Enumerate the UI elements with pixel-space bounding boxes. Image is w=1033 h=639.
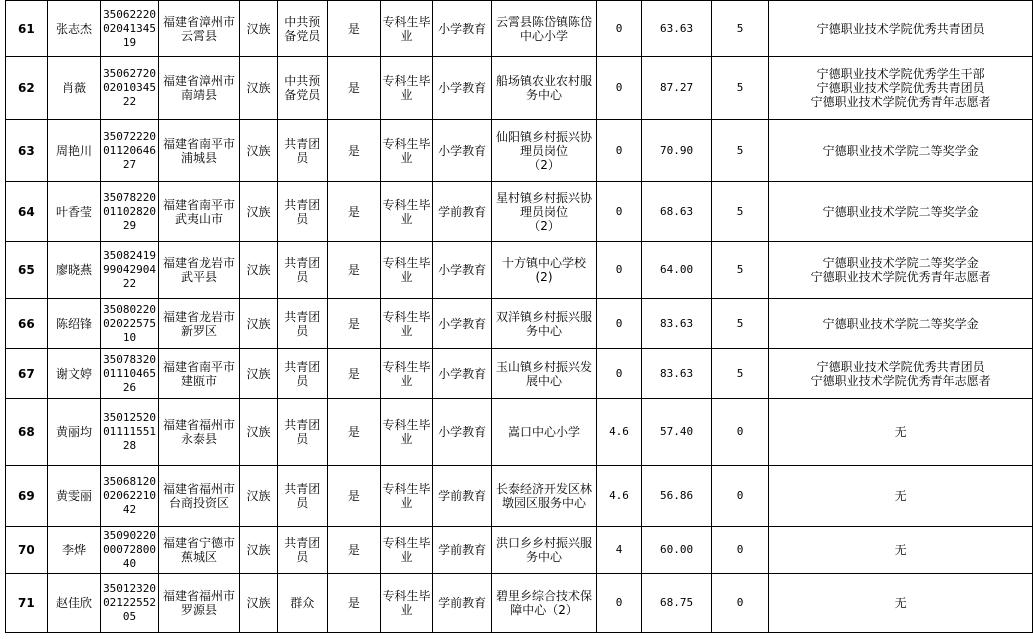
graduate-cell: 是 bbox=[327, 527, 381, 574]
id-number-cell: 350802200202257510 bbox=[101, 299, 159, 349]
politics-cell: 共青团员 bbox=[277, 399, 327, 466]
honor-score-cell: 5 bbox=[711, 299, 769, 349]
position-cell: 碧里乡综合技术保障中心（2） bbox=[492, 574, 596, 633]
graduate-cell: 是 bbox=[327, 399, 381, 466]
politics-cell: 共青团员 bbox=[277, 182, 327, 242]
politics-cell: 共青团员 bbox=[277, 120, 327, 182]
row-number: 70 bbox=[6, 527, 48, 574]
honor-score-cell: 5 bbox=[711, 1, 769, 57]
score-cell: 57.40 bbox=[642, 399, 711, 466]
honor-score-cell: 0 bbox=[711, 527, 769, 574]
score-cell: 56.86 bbox=[642, 466, 711, 527]
honors-cell: 宁德职业技术学院二等奖学金 宁德职业技术学院优秀青年志愿者 bbox=[769, 242, 1033, 299]
origin-cell: 福建省南平市浦城县 bbox=[158, 120, 239, 182]
graduate-cell: 是 bbox=[327, 466, 381, 527]
honors-cell: 无 bbox=[769, 574, 1033, 633]
politics-cell: 共青团员 bbox=[277, 527, 327, 574]
name-cell: 廖晓燕 bbox=[47, 242, 101, 299]
position-cell: 星村镇乡村振兴协理员岗位 （2） bbox=[492, 182, 596, 242]
position-cell: 玉山镇乡村振兴发展中心 bbox=[492, 349, 596, 399]
name-cell: 赵佳欣 bbox=[47, 574, 101, 633]
politics-cell: 中共预备党员 bbox=[277, 57, 327, 120]
major-cell: 小学教育 bbox=[432, 1, 492, 57]
name-cell: 黄丽均 bbox=[47, 399, 101, 466]
major-cell: 学前教育 bbox=[432, 527, 492, 574]
name-cell: 谢文婷 bbox=[47, 349, 101, 399]
bonus-cell: 0 bbox=[596, 299, 642, 349]
origin-cell: 福建省龙岩市新罗区 bbox=[158, 299, 239, 349]
table-row bbox=[6, 57, 1033, 120]
honor-score-cell: 0 bbox=[711, 574, 769, 633]
id-number-cell: 350622200204134519 bbox=[101, 1, 159, 57]
score-cell: 68.75 bbox=[642, 574, 711, 633]
score-cell: 63.63 bbox=[642, 1, 711, 57]
origin-cell: 福建省龙岩市武平县 bbox=[158, 242, 239, 299]
education-cell: 专科生毕业 bbox=[381, 299, 433, 349]
position-cell: 十方镇中心学校 (2) bbox=[492, 242, 596, 299]
major-cell: 小学教育 bbox=[432, 57, 492, 120]
origin-cell: 福建省宁德市蕉城区 bbox=[158, 527, 239, 574]
education-cell: 专科生毕业 bbox=[381, 399, 433, 466]
ethnicity-cell: 汉族 bbox=[240, 574, 278, 633]
graduate-cell: 是 bbox=[327, 1, 381, 57]
score-cell: 83.63 bbox=[642, 349, 711, 399]
education-cell: 专科生毕业 bbox=[381, 466, 433, 527]
bonus-cell: 4.6 bbox=[596, 466, 642, 527]
honor-score-cell: 5 bbox=[711, 182, 769, 242]
education-cell: 专科生毕业 bbox=[381, 574, 433, 633]
major-cell: 学前教育 bbox=[432, 182, 492, 242]
ethnicity-cell: 汉族 bbox=[240, 182, 278, 242]
origin-cell: 福建省漳州市南靖县 bbox=[158, 57, 239, 120]
score-cell: 83.63 bbox=[642, 299, 711, 349]
ethnicity-cell: 汉族 bbox=[240, 399, 278, 466]
ethnicity-cell: 汉族 bbox=[240, 299, 278, 349]
honor-score-cell: 5 bbox=[711, 349, 769, 399]
politics-cell: 共青团员 bbox=[277, 242, 327, 299]
education-cell: 专科生毕业 bbox=[381, 120, 433, 182]
politics-cell: 共青团员 bbox=[277, 349, 327, 399]
position-cell: 云霄县陈岱镇陈岱中心小学 bbox=[492, 1, 596, 57]
bonus-cell: 0 bbox=[596, 242, 642, 299]
id-number-cell: 350783200111046526 bbox=[101, 349, 159, 399]
row-number: 68 bbox=[6, 399, 48, 466]
row-number: 71 bbox=[6, 574, 48, 633]
table-row bbox=[6, 527, 1033, 574]
ethnicity-cell: 汉族 bbox=[240, 527, 278, 574]
ethnicity-cell: 汉族 bbox=[240, 242, 278, 299]
table-row bbox=[6, 120, 1033, 182]
name-cell: 张志杰 bbox=[47, 1, 101, 57]
row-number: 63 bbox=[6, 120, 48, 182]
id-number-cell: 350722200112064627 bbox=[101, 120, 159, 182]
candidate-table bbox=[5, 0, 1033, 633]
row-number: 65 bbox=[6, 242, 48, 299]
graduate-cell: 是 bbox=[327, 299, 381, 349]
honors-cell: 无 bbox=[769, 527, 1033, 574]
bonus-cell: 0 bbox=[596, 349, 642, 399]
honors-cell: 宁德职业技术学院优秀共青团员 bbox=[769, 1, 1033, 57]
position-cell: 双洋镇乡村振兴服务中心 bbox=[492, 299, 596, 349]
education-cell: 专科生毕业 bbox=[381, 242, 433, 299]
score-cell: 60.00 bbox=[642, 527, 711, 574]
honor-score-cell: 0 bbox=[711, 466, 769, 527]
graduate-cell: 是 bbox=[327, 242, 381, 299]
honors-cell: 宁德职业技术学院优秀共青团员 宁德职业技术学院优秀青年志愿者 bbox=[769, 349, 1033, 399]
ethnicity-cell: 汉族 bbox=[240, 466, 278, 527]
name-cell: 黄雯丽 bbox=[47, 466, 101, 527]
education-cell: 专科生毕业 bbox=[381, 182, 433, 242]
table-row bbox=[6, 466, 1033, 527]
table-row bbox=[6, 574, 1033, 633]
row-number: 69 bbox=[6, 466, 48, 527]
id-number-cell: 350902200007280040 bbox=[101, 527, 159, 574]
position-cell: 长泰经济开发区林墩园区服务中心 bbox=[492, 466, 596, 527]
name-cell: 叶香莹 bbox=[47, 182, 101, 242]
row-number: 67 bbox=[6, 349, 48, 399]
honor-score-cell: 5 bbox=[711, 57, 769, 120]
honors-cell: 宁德职业技术学院二等奖学金 bbox=[769, 299, 1033, 349]
position-cell: 船场镇农业农村服务中心 bbox=[492, 57, 596, 120]
politics-cell: 共青团员 bbox=[277, 299, 327, 349]
ethnicity-cell: 汉族 bbox=[240, 57, 278, 120]
table-row bbox=[6, 399, 1033, 466]
education-cell: 专科生毕业 bbox=[381, 349, 433, 399]
origin-cell: 福建省福州市台商投资区 bbox=[158, 466, 239, 527]
graduate-cell: 是 bbox=[327, 120, 381, 182]
id-number-cell: 350123200212255205 bbox=[101, 574, 159, 633]
origin-cell: 福建省南平市武夷山市 bbox=[158, 182, 239, 242]
origin-cell: 福建省福州市罗源县 bbox=[158, 574, 239, 633]
honors-cell: 宁德职业技术学院二等奖学金 bbox=[769, 120, 1033, 182]
ethnicity-cell: 汉族 bbox=[240, 1, 278, 57]
politics-cell: 群众 bbox=[277, 574, 327, 633]
honors-cell: 无 bbox=[769, 399, 1033, 466]
position-cell: 洪口乡乡村振兴服务中心 bbox=[492, 527, 596, 574]
id-number-cell: 350627200201034522 bbox=[101, 57, 159, 120]
major-cell: 小学教育 bbox=[432, 399, 492, 466]
origin-cell: 福建省漳州市云霄县 bbox=[158, 1, 239, 57]
row-number: 64 bbox=[6, 182, 48, 242]
major-cell: 小学教育 bbox=[432, 120, 492, 182]
honors-cell: 无 bbox=[769, 466, 1033, 527]
ethnicity-cell: 汉族 bbox=[240, 120, 278, 182]
table-row bbox=[6, 349, 1033, 399]
score-cell: 87.27 bbox=[642, 57, 711, 120]
score-cell: 64.00 bbox=[642, 242, 711, 299]
row-number: 61 bbox=[6, 1, 48, 57]
score-cell: 70.90 bbox=[642, 120, 711, 182]
education-cell: 专科生毕业 bbox=[381, 527, 433, 574]
major-cell: 学前教育 bbox=[432, 466, 492, 527]
ethnicity-cell: 汉族 bbox=[240, 349, 278, 399]
bonus-cell: 0 bbox=[596, 1, 642, 57]
bonus-cell: 0 bbox=[596, 120, 642, 182]
id-number-cell: 350681200206221042 bbox=[101, 466, 159, 527]
row-number: 62 bbox=[6, 57, 48, 120]
major-cell: 学前教育 bbox=[432, 574, 492, 633]
name-cell: 周艳川 bbox=[47, 120, 101, 182]
table-row bbox=[6, 242, 1033, 299]
major-cell: 小学教育 bbox=[432, 349, 492, 399]
honor-score-cell: 5 bbox=[711, 120, 769, 182]
origin-cell: 福建省南平市建瓯市 bbox=[158, 349, 239, 399]
table-row bbox=[6, 1, 1033, 57]
graduate-cell: 是 bbox=[327, 182, 381, 242]
row-number: 66 bbox=[6, 299, 48, 349]
honors-cell: 宁德职业技术学院优秀学生干部 宁德职业技术学院优秀共青团员 宁德职业技术学院优秀青年志愿者 bbox=[769, 57, 1033, 120]
major-cell: 小学教育 bbox=[432, 299, 492, 349]
bonus-cell: 0 bbox=[596, 57, 642, 120]
graduate-cell: 是 bbox=[327, 57, 381, 120]
graduate-cell: 是 bbox=[327, 349, 381, 399]
honor-score-cell: 0 bbox=[711, 399, 769, 466]
politics-cell: 共青团员 bbox=[277, 466, 327, 527]
id-number-cell: 350782200110282029 bbox=[101, 182, 159, 242]
position-cell: 嵩口中心小学 bbox=[492, 399, 596, 466]
bonus-cell: 0 bbox=[596, 182, 642, 242]
name-cell: 陈绍锋 bbox=[47, 299, 101, 349]
id-number-cell: 350125200111155128 bbox=[101, 399, 159, 466]
bonus-cell: 4.6 bbox=[596, 399, 642, 466]
education-cell: 专科生毕业 bbox=[381, 57, 433, 120]
score-cell: 68.63 bbox=[642, 182, 711, 242]
id-number-cell: 350824199904290422 bbox=[101, 242, 159, 299]
bonus-cell: 4 bbox=[596, 527, 642, 574]
table-row bbox=[6, 182, 1033, 242]
education-cell: 专科生毕业 bbox=[381, 1, 433, 57]
name-cell: 肖薇 bbox=[47, 57, 101, 120]
politics-cell: 中共预备党员 bbox=[277, 1, 327, 57]
major-cell: 小学教育 bbox=[432, 242, 492, 299]
graduate-cell: 是 bbox=[327, 574, 381, 633]
honor-score-cell: 5 bbox=[711, 242, 769, 299]
position-cell: 仙阳镇乡村振兴协理员岗位 （2） bbox=[492, 120, 596, 182]
table-row bbox=[6, 299, 1033, 349]
origin-cell: 福建省福州市永泰县 bbox=[158, 399, 239, 466]
name-cell: 李烨 bbox=[47, 527, 101, 574]
honors-cell: 宁德职业技术学院二等奖学金 bbox=[769, 182, 1033, 242]
bonus-cell: 0 bbox=[596, 574, 642, 633]
